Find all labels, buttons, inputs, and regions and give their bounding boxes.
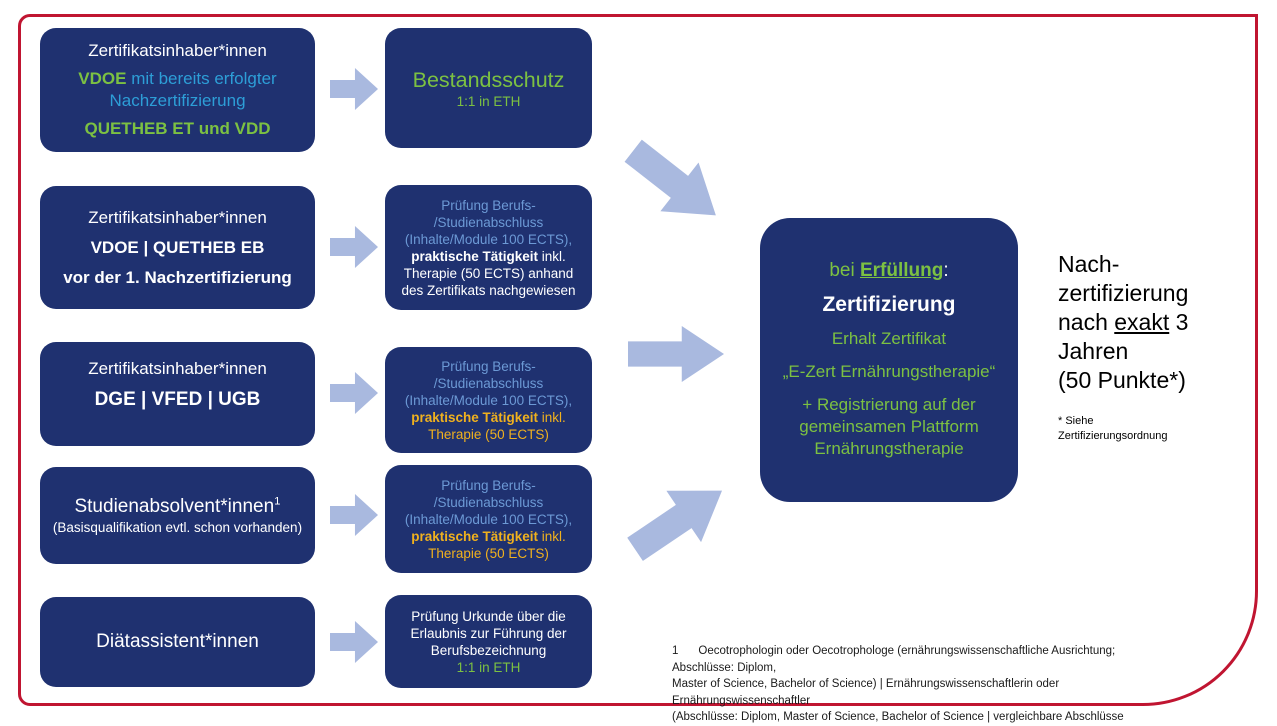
org-names-2: QUETHEB ET und VDD — [84, 119, 271, 138]
box-title: Zertifikatsinhaber*innen — [88, 207, 267, 227]
result-line: (Inhalte/Module 100 ECTS), — [404, 231, 573, 247]
result-line: praktische Tätigkeit inkl. — [411, 248, 566, 264]
result-box-bestandsschutz — [385, 28, 592, 148]
emphasis-text: exakt — [1114, 309, 1170, 335]
result-line: Erlaubnis zur Führung der — [410, 625, 567, 641]
arrow-right-icon — [628, 326, 724, 382]
recertification-note: Nach- zertifizierung nach exakt 3 Jahren (50 Punkte*) — [1058, 251, 1189, 393]
result-line: /Studienabschluss — [433, 214, 544, 230]
footnote-definition: 1 Oecotrophologin oder Oecotrophologe (ernährungswissenschaftliche Ausrichtung; Abschlüsse: Diplom, Master of Science, Bachelor of Science) | Ernährungswissenschaftlerin oder Ernährungswissenschaftler (Abschlüsse: Diplom, Master of Science, Bachelor of Science | vergleichbare Abschlüsse — [672, 645, 1124, 723]
source-box-graduates — [40, 467, 315, 564]
result-line: Therapie (50 ECTS) anhand — [403, 265, 574, 281]
emphasis-text: praktische Tätigkeit — [411, 528, 539, 544]
result-line: /Studienabschluss — [433, 375, 544, 391]
result-line: Prüfung Berufs- — [441, 477, 536, 493]
arrow-right-icon — [330, 226, 378, 268]
result-line: Berufsbezeichnung — [430, 642, 547, 658]
footnote-marker: 1 — [672, 645, 679, 657]
outcome-line: + Registrierung auf der gemeinsamen Plattform Ernährungstherapie — [799, 395, 979, 458]
certification-rules-reference: * Siehe Zertifizierungsordnung — [1058, 415, 1168, 442]
org-name: VDOE — [78, 69, 127, 88]
footnote-ref: 1 — [274, 495, 281, 508]
outcome-line: Erhalt Zertifikat — [831, 329, 947, 348]
arrow-right-icon — [330, 494, 378, 536]
result-box-pruefung-row4 — [385, 465, 592, 573]
outcome-title: Zertifizierung — [822, 293, 956, 316]
org-names: VDOE | QUETHEB EB — [90, 237, 265, 257]
result-line: Therapie (50 ECTS) — [428, 545, 549, 561]
result-box-pruefung-row3 — [385, 347, 592, 453]
result-line: praktische Tätigkeit inkl. — [411, 528, 566, 544]
condition-line: bei Erfüllung: — [829, 260, 949, 281]
box-title: Studienabsolvent*innen$^1$ — [74, 495, 281, 517]
result-line: Prüfung Berufs- — [441, 197, 536, 213]
arrow-right-icon — [330, 68, 378, 110]
result-line: /Studienabschluss — [433, 494, 544, 510]
result-title: Bestandsschutz — [412, 67, 565, 92]
result-line: Prüfung Berufs- — [441, 358, 536, 374]
source-box-certificate-holders-vdoe — [40, 28, 315, 152]
box-title: Diätassistent*innen — [96, 631, 259, 652]
emphasis-text: praktische Tätigkeit — [411, 409, 539, 425]
emphasis-text: Erfüllung — [859, 260, 944, 281]
arrow-right-icon — [330, 621, 378, 663]
box-title: Zertifikatsinhaber*innen — [88, 359, 267, 378]
outcome-box-zertifizierung — [760, 218, 1018, 502]
result-sub: 1:1 in ETH — [456, 659, 521, 675]
result-box-pruefung-row2 — [385, 185, 592, 310]
source-box-certificate-holders-vdoe-quetheb — [40, 186, 315, 309]
result-line: (Inhalte/Module 100 ECTS), — [404, 511, 573, 527]
source-box-certificate-holders-dge — [40, 342, 315, 446]
outcome-line: „E-Zert Ernährungstherapie“ — [782, 362, 996, 381]
result-line: (Inhalte/Module 100 ECTS), — [404, 392, 573, 408]
result-sub: 1:1 in ETH — [456, 93, 521, 109]
arrow-right-icon — [330, 372, 378, 414]
result-line: des Zertifikats nachgewiesen — [401, 282, 576, 298]
source-box-dietitians — [40, 597, 315, 687]
box-note: vor der 1. Nachzertifizierung — [63, 267, 292, 287]
result-line: Prüfung Urkunde über die — [411, 608, 566, 624]
result-box-urkunde — [385, 595, 592, 688]
emphasis-text: praktische Tätigkeit — [411, 248, 539, 264]
box-line — [50, 68, 305, 112]
box-sub: (Basisqualifikation evtl. schon vorhanden) — [52, 520, 303, 535]
box-title: Zertifikatsinhaber*innen — [88, 41, 267, 60]
result-line: Therapie (50 ECTS) — [428, 426, 549, 442]
org-names: DGE | VFED | UGB — [94, 389, 261, 410]
result-line: praktische Tätigkeit inkl. — [411, 409, 566, 425]
org-desc: mit bereits erfolgter Nachzertifizierung — [109, 69, 277, 110]
